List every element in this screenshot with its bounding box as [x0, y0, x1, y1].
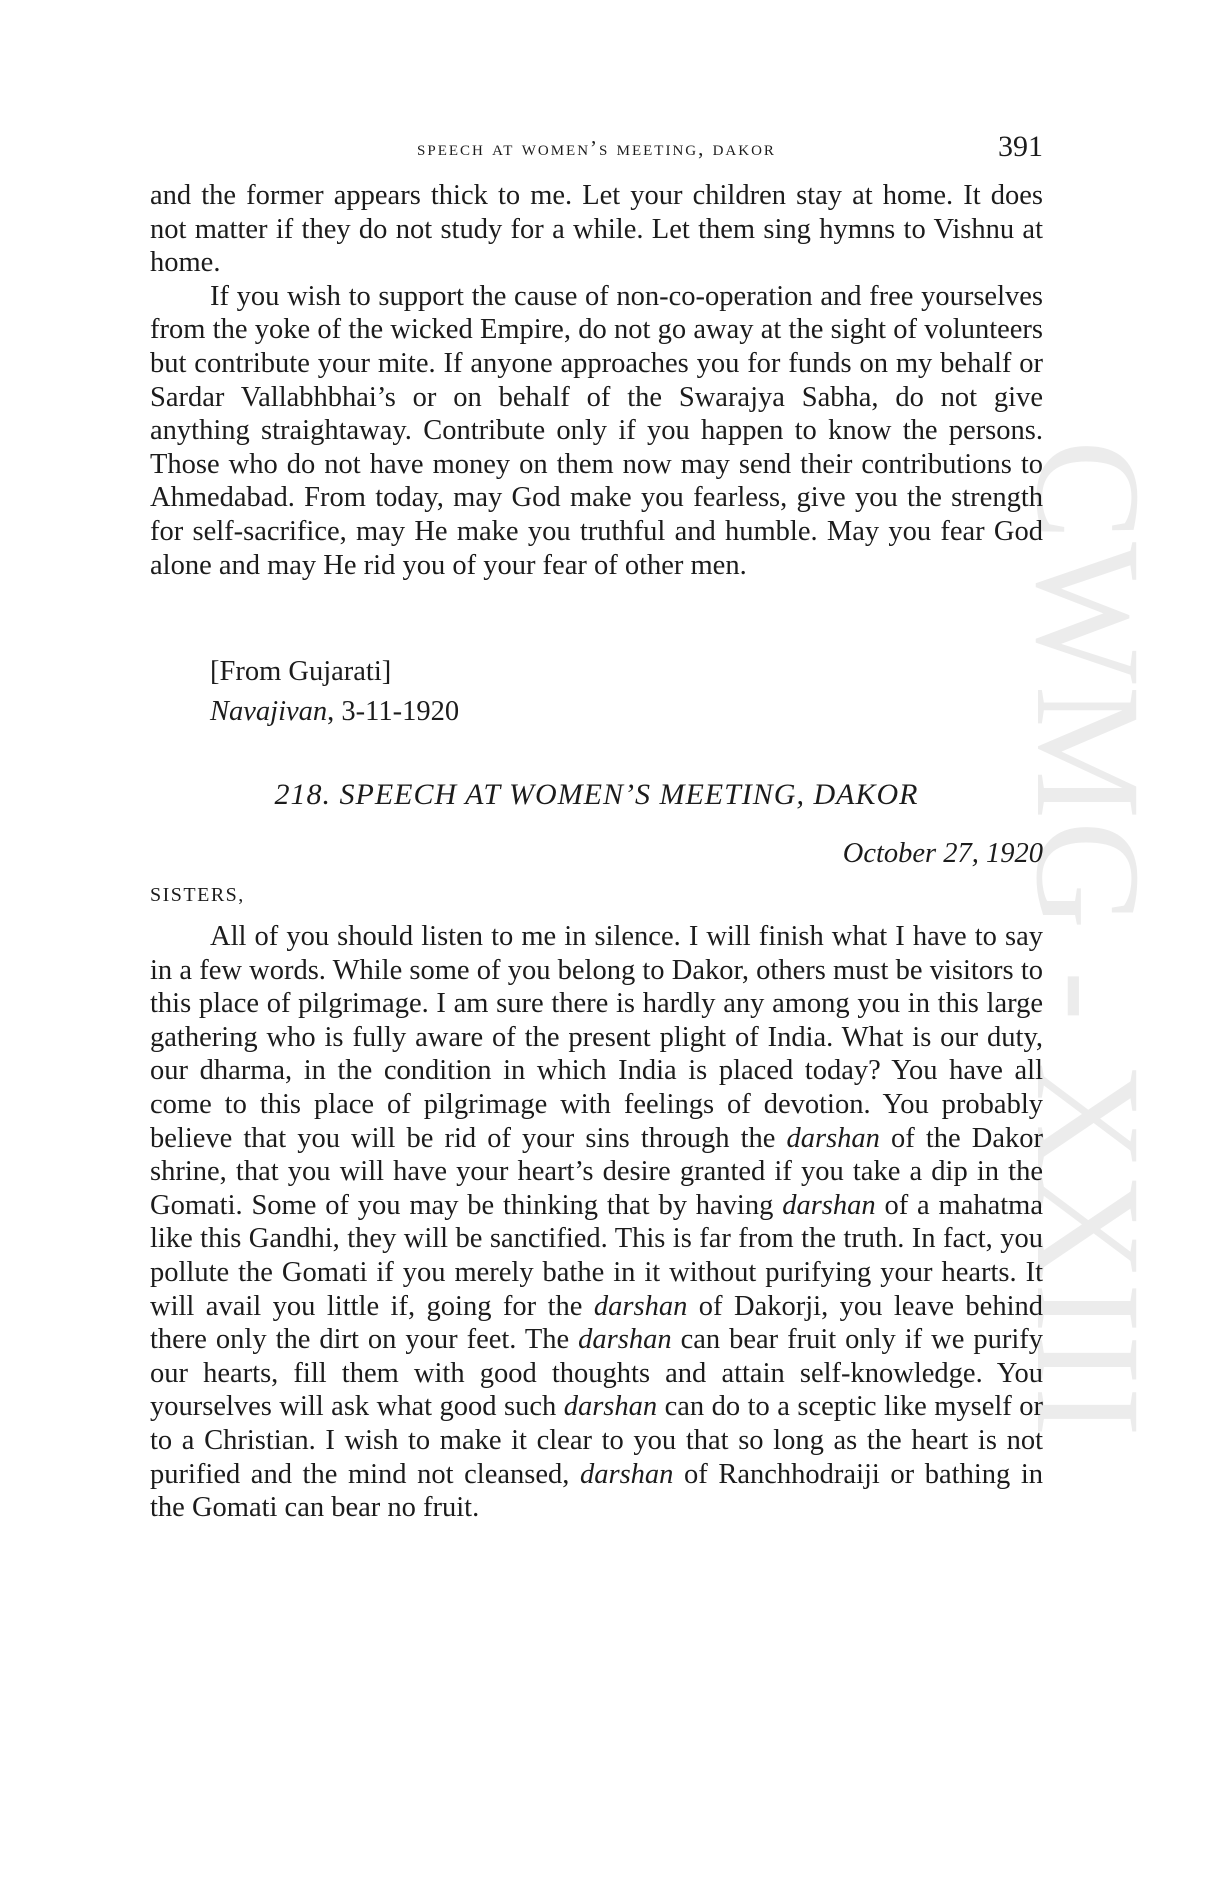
speech-text-part: of Dakorji, you leave behind there only the dirt on your feet. The: [150, 1290, 1044, 1356]
darshan-term: darshan: [563, 1391, 658, 1423]
running-title: speech at women’s meeting, dakor: [417, 136, 776, 160]
darshan-term: darshan: [578, 1324, 672, 1356]
previous-item-text: [150, 179, 1043, 582]
running-head: [150, 130, 1043, 170]
watermark-text: CWMG - XXIII: [1005, 440, 1171, 1439]
section-heading: 218. SPEECH AT WOMEN’S MEETING, DAKOR: [274, 778, 919, 811]
speech-text: [150, 920, 1043, 1525]
speech-text-part: of the Dakor shrine, that you will have your heart’s desire granted if you take a dip in the Gomati. Some of you may be thinking that by having: [150, 1122, 1043, 1221]
source-citation: [210, 696, 459, 728]
previous-paragraph-1: and the former appears thick to me. Let your children stay at home. It does not matter if they do not study for a while. Let them sing hymns to Vishnu at home.: [150, 180, 1043, 279]
section-date: October 27, 1920: [842, 838, 1043, 869]
page-number: 391: [998, 130, 1043, 163]
darshan-term: darshan: [593, 1290, 688, 1322]
speech-text-part: All of you should listen to me in silence. I will finish what I have to say in a few words. While some of you belong to Dakor, others must be visitors to this place of pilgrimage. I am sure there is hardly any among you in this large gathering who is fully aware of the present plight of India. What is our duty, our dharma, in the condition in which India is placed today? You have all come to this place of pilgrimage with feelings of devotion. You probably believe that you will be rid of your sins through the: [150, 921, 1043, 1154]
speech-text-part: can bear fruit only if we purify our hearts, fill them with good thoughts and attain self-knowledge. You yourselves will ask what good such: [150, 1324, 1043, 1423]
previous-paragraph-2: If you wish to support the cause of non-co-operation and free yourselves from the yoke of the wicked Empire, do not go away at the sight of volunteers but contribute your mite. If anyone approaches you for funds on my behalf or Sardar Vallabhbhai’s or on behalf of the Swarajya Sabha, do not give anything straightaway. Contribute only if you happen to know the persons. Those who do not have money on them now may send their contributions to Ahmedabad. From today, may God make you fearless, give you the strength for self-sacrifice, may He make you truthful and humble. May you fear God alone and may He rid you of your fear of other men.: [150, 280, 1043, 581]
source-language: [From Gujarati]: [210, 656, 392, 687]
darshan-term: darshan: [782, 1189, 876, 1221]
salutation: SISTERS,: [150, 884, 245, 906]
source-date: , 3-11-1920: [327, 696, 460, 727]
darshan-term: darshan: [786, 1122, 880, 1154]
speech-paragraph: [150, 920, 1043, 1525]
speech-text-part: can do to a sceptic like myself or to a Christian. I wish to make it clear to you that so long as the heart is not purified and the mind not cleansed,: [150, 1391, 1043, 1490]
speech-text-part: of a mahatma like this Gandhi, they will be sanctified. This is far from the truth. In fact, you pollute the Gomati if you merely bathe in it without purifying your hearts. It will avail you little if, going for the: [150, 1189, 1043, 1322]
speech-text-part: of Ranchhodraiji or bathing in the Gomati can bear no fruit.: [150, 1458, 1043, 1524]
source-publication: Navajivan: [210, 696, 328, 727]
darshan-term: darshan: [580, 1458, 674, 1490]
